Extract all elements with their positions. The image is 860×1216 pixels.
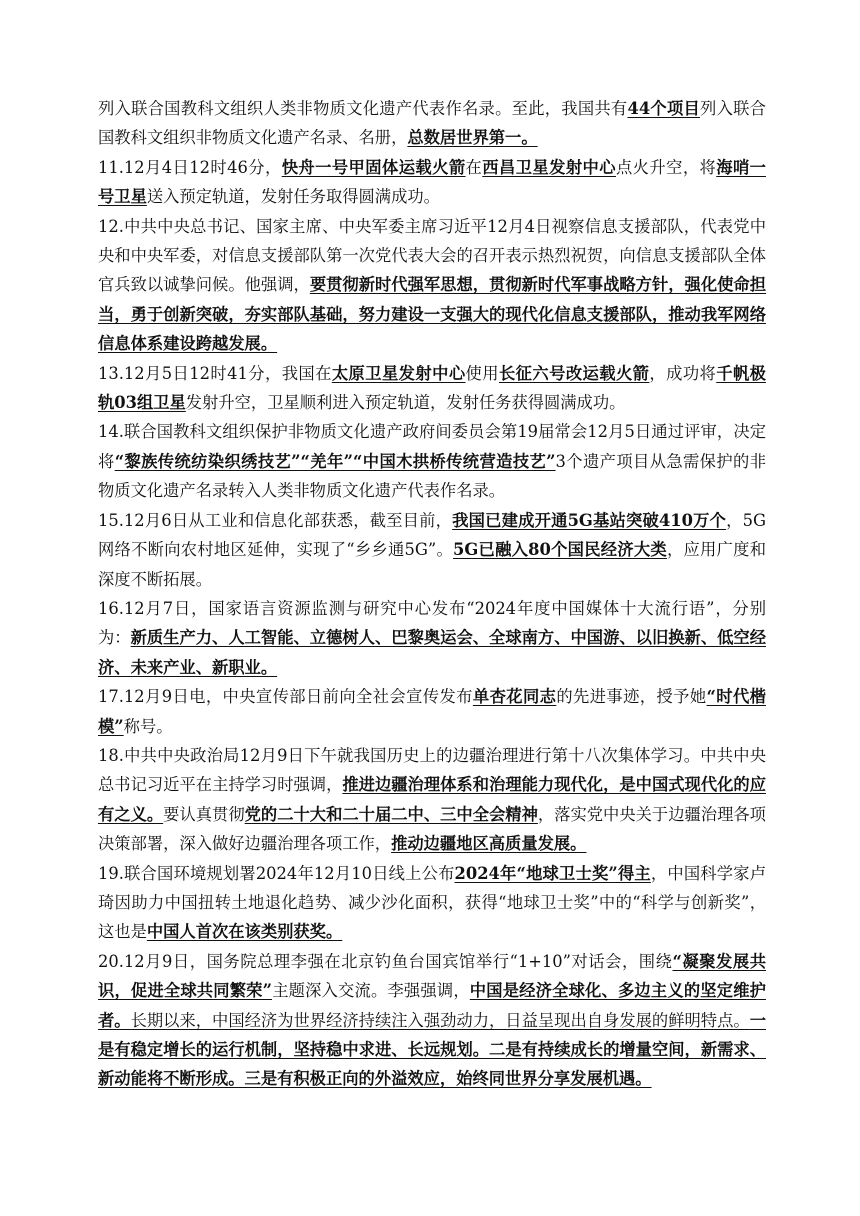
body-text: 11.12月4日12时46分， [98,157,282,177]
key-point-text: 一是有稳定增长的运行机制，坚持稳中求进、长远规划。二是有持续成长的增量空间，新需求、新动能将不断形成。三是有积极正向的外溢效应，始终同世界分享发展机遇。 [98,1010,766,1089]
key-point-text: “黎族传统纺染织绣技艺”“羌年”“中国木拱桥传统营造技艺” [114,451,556,471]
body-text: 17.12月9日电，中央宣传部日前向全社会宣传发布 [98,687,473,707]
body-text: 列入联合国教科文组织人类非物质文化遗产代表作名录。至此，我国共有 [98,99,628,118]
body-text: 要认真贯彻 [163,804,245,824]
key-point-text: 西昌卫星发射中心 [482,157,616,177]
key-point-text: 要贯彻新时代强军思想，贯彻新时代军事战略方针，强化使命担当，勇于创新突破，夯实部队基础，努力建设一支强大的现代化信息支援部队，推动我军网络信息体系建设跨越发展。 [98,275,766,354]
key-point-text: 千帆极轨03组卫星 [98,363,766,413]
body-text: 3个遗产项目从急需保护的非物质文化遗产名录转入人类非物质文化遗产代表作名录。 [98,451,766,501]
key-point-text: 5G已融入80个国民经济大类 [453,540,667,560]
body-text: 发射升空，卫星顺利进入预定轨道，发射任务获得圆满成功。 [185,393,626,413]
news-item-paragraph [98,212,766,359]
body-text: 19.联合国环境规划署2024年12月10日线上公布 [98,863,455,883]
key-point-text: 我国已建成开通5G基站突破410万个 [452,510,727,530]
body-text: ，中国科学家卢琦因助力中国扭转土地退化趋势、减少沙化面积，获得“地球卫士奖”中的“科学与创新奖”，这也是 [98,863,766,942]
body-text: 称号。 [123,716,173,736]
body-text: 16.12月7日，国家语言资源监测与研究中心发布“2024年度中国媒体十大流行语”，分别为： [98,598,766,648]
body-text: 12.中共中央总书记、国家主席、中央军委主席习近平12月4日视察信息支援部队，代表党中央和中央军委，对信息支援部队第一次党代表大会的召开表示热烈祝贺，向信息支援部队全体官兵致以诚挚问候。他强调， [98,216,766,295]
news-item-paragraph [98,417,766,505]
body-text: 15.12月6日从工业和信息化部获悉，截至目前， [98,510,453,530]
key-point-text: 长征六号改运载火箭 [498,363,650,383]
body-text: ，应用广度和深度不断拓展。 [98,540,766,589]
news-item-paragraph [98,359,766,418]
key-point-text: 中国是经济全球化、多边主义的坚定维护者。 [98,981,766,1030]
key-point-text: 推动边疆地区高质量发展。 [391,834,587,854]
key-point-text: 44个项目 [627,99,701,118]
body-text: 的先进事迹，授予她 [556,687,707,707]
news-item-paragraph [98,153,766,212]
news-item-paragraph [98,741,766,859]
body-text: 列入联合国教科文组织非物质文化遗产名录、名册， [98,99,766,148]
news-item-paragraph [98,94,766,153]
body-text: 使用 [465,363,499,383]
news-item-paragraph [98,947,766,1094]
body-text: 13.12月5日12时41分，我国在 [98,363,332,383]
key-point-text: 2024年“地球卫士奖”得主 [454,863,651,883]
key-point-text: 新质生产力、人工智能、立德树人、巴黎奥运会、全球南方、中国游、以旧换新、低空经济、未来产业、新职业。 [98,628,766,677]
key-point-text: 太原卫星发射中心 [331,363,466,383]
document-body [98,94,766,1094]
body-text: 18.中共中央政治局12月9日下午就我国历史上的边疆治理进行第十八次集体学习。中共中央总书记习近平在主持学习时强调， [98,745,766,795]
key-point-text: “时代楷模” [98,687,766,736]
body-text: 点火升空，将 [615,157,717,177]
news-item-paragraph [98,506,766,594]
news-item-paragraph [98,682,766,741]
body-text: 20.12月9日，国务院总理李强在北京钓鱼台国宾馆举行“1+10”对话会，围绕 [98,951,673,971]
key-point-text: 单杏花同志 [472,687,557,707]
body-text: 主题深入交流。李强强调， [272,981,470,1001]
key-point-text: “凝聚发展共识，促进全球共同繁荣” [98,951,766,1001]
body-text: ，落实党中央关于边疆治理各项决策部署，深入做好边疆治理各项工作， [98,804,766,854]
news-item-paragraph [98,859,766,947]
key-point-text: 海哨一号卫星 [98,157,766,207]
news-item-paragraph [98,594,766,682]
body-text: 在 [465,157,483,177]
body-text: ，成功将 [649,363,717,383]
key-point-text: 中国人首次在该类别获奖。 [146,922,343,942]
key-point-text: 党的二十大和二十届二中、三中全会精神 [244,804,538,824]
body-text: 14.联合国教科文组织保护非物质文化遗产政府间委员会第19届常会12月5日通过评审，决定将 [98,422,766,471]
key-point-text: 推进边疆治理体系和治理能力现代化，是中国式现代化的应有之义。 [98,775,766,824]
key-point-text: 总数居世界第一。 [407,128,538,148]
body-text: 送入预定轨道，发射任务取得圆满成功。 [146,187,440,207]
underlined-text: 长期以来，中国经济为世界经济持续注入强劲动力，日益呈现出自身发展的鲜明特点。 [130,1010,750,1030]
body-text: ，5G网络不断向农村地区延伸，实现了“乡乡通5G”。 [98,510,766,560]
key-point-text: 快舟一号甲固体运载火箭 [281,157,466,177]
